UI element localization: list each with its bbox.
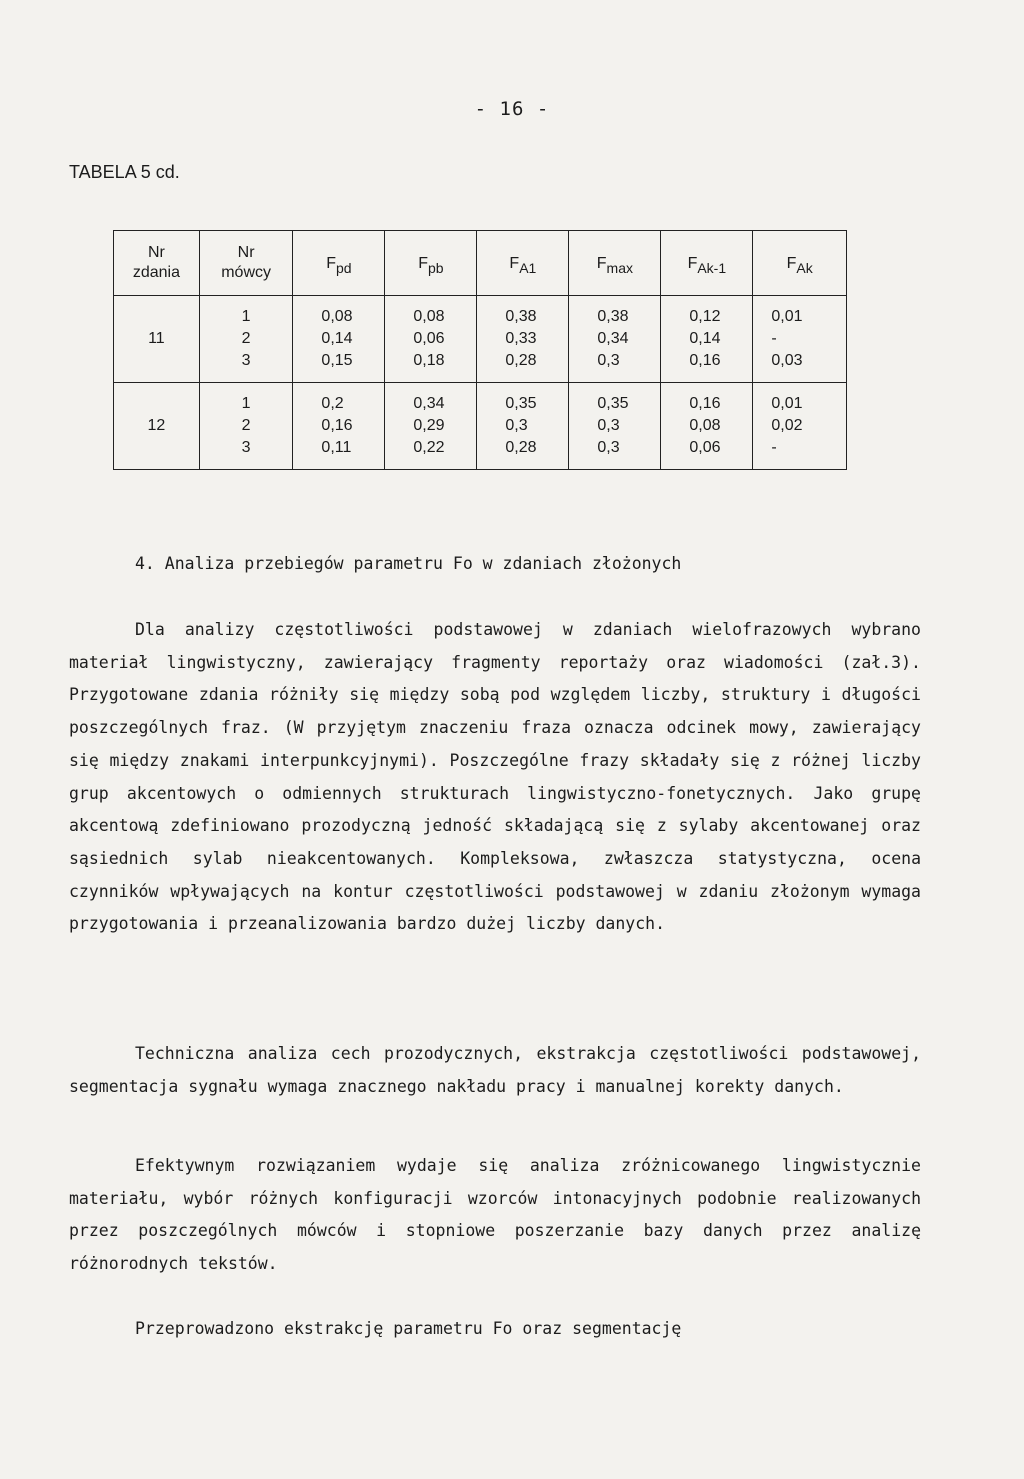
header-label-2: zdania	[132, 264, 180, 281]
cell-value: 0,3	[597, 417, 620, 434]
header-nr-mowcy	[199, 231, 293, 296]
cell-value: 0,16	[689, 395, 721, 412]
cell-value: 0,06	[413, 330, 445, 347]
cell-value: 0,11	[321, 439, 352, 456]
page-number: - 16 -	[474, 98, 550, 120]
cell-value: 0,22	[413, 439, 445, 456]
cell-value: 0,28	[505, 439, 537, 456]
cell-value: 0,28	[505, 352, 537, 369]
header-label: Nr	[237, 244, 255, 261]
paragraph-text: Efektywnym rozwiązaniem wydaje się analiza zróżnicowanego lingwistycznie materiału, wybór różnych konfiguracji wzorców intonacyjnych podobnie realizowanych przez poszczególnych mówców i stopniowe poszerzanie bazy danych przez analizę różnorodnych tekstów.	[69, 1156, 921, 1274]
header-label: F	[596, 254, 607, 272]
paragraph-text: Techniczna analiza cech prozodycznych, ekstrakcja częstotliwości podstawowej, segmentacja sygnału wymaga znacznego nakładu pracy i manualnej korekty danych.	[69, 1044, 921, 1096]
cell-value: 0,03	[771, 352, 803, 369]
cell-value: 0,12	[689, 308, 721, 325]
cell-value: -	[771, 330, 777, 347]
cell-value: 1	[241, 308, 251, 325]
header-nr-zdania	[114, 231, 200, 296]
cell-fpb	[385, 296, 477, 383]
body-paragraph	[69, 614, 921, 941]
header-subscript: A1	[519, 259, 537, 276]
cell-fa1	[477, 296, 569, 383]
header-fa1	[477, 231, 569, 296]
header-label-2: mówcy	[221, 264, 271, 281]
cell-mowcy	[199, 383, 293, 470]
header-label: F	[418, 254, 428, 272]
cell-value: 3	[241, 439, 251, 456]
data-table	[113, 230, 847, 470]
cell-value: 0,2	[321, 395, 344, 412]
header-label: F	[509, 254, 520, 272]
cell-value: 0,16	[321, 417, 353, 434]
table-row-group	[114, 296, 847, 383]
table-caption: TABELA 5 cd.	[69, 162, 180, 182]
header-fak1	[661, 231, 753, 296]
cell-value: 0,38	[597, 308, 629, 325]
cell-fmax	[569, 383, 661, 470]
cell-value: 2	[241, 417, 251, 434]
cell-value: 0,08	[321, 308, 353, 325]
table-row-group	[114, 383, 847, 470]
cell-value: 0,14	[321, 330, 353, 347]
cell-value: 0,08	[413, 308, 445, 325]
header-label: Nr	[147, 244, 165, 261]
cell-value: 0,35	[505, 395, 537, 412]
cell-fpb	[385, 383, 477, 470]
body-paragraph	[69, 1313, 921, 1346]
paragraph-text: Dla analizy częstotliwości podstawowej w zdaniach wielofrazowych wybrano materiał lingwistyczny, zawierający fragmenty reportaży oraz wiadomości (zał.3). Przygotowane zdania różniły się między sobą pod względem liczby, struktury i długości poszczególnych fraz. (W przyjętym znaczeniu fraza oznacza odcinek mowy, zawierający się między znakami interpunkcyjnymi). Poszczególne frazy składały się z różnej liczby grup akcentowych o odmiennych strukturach lingwistyczno-fonetycznych. Jako grupę akcentową zdefiniowano prozodyczną jedność składającą się z sylaby akcentowanej oraz sąsiednich sylab nieakcentowanych. Kompleksowa, zwłaszcza statystyczna, ocena czynników wpływających na kontur częstotliwości podstawowej w zdaniu złożonym wymaga przygotowania i przeanalizowania bardzo dużej liczby danych.	[69, 620, 921, 934]
cell-value: 0,29	[413, 417, 445, 434]
header-fak	[753, 231, 847, 296]
cell-value: -	[771, 439, 777, 456]
body-paragraph	[69, 1038, 921, 1103]
cell-value: 0,3	[597, 439, 620, 456]
header-fpb	[385, 231, 477, 296]
header-fmax	[569, 231, 661, 296]
cell-fpd	[293, 296, 385, 383]
header-subscript: pd	[336, 259, 352, 276]
cell-value: 0,34	[597, 330, 629, 347]
cell-value: 0,15	[321, 352, 353, 369]
cell-value: 0,14	[689, 330, 721, 347]
cell-fa1	[477, 383, 569, 470]
header-label: F	[326, 254, 337, 272]
header-subscript: max	[606, 259, 633, 276]
paragraph-text: Przeprowadzono ekstrakcję parametru Fo oraz segmentację	[135, 1319, 682, 1338]
cell-value: 0,18	[413, 352, 445, 369]
cell-value: 0,01	[771, 308, 803, 325]
cell-fak	[753, 296, 847, 383]
header-subscript: Ak	[796, 259, 813, 276]
cell-fpd	[293, 383, 385, 470]
cell-value: 0,16	[689, 352, 721, 369]
cell-value: 2	[241, 330, 251, 347]
cell-value: 0,3	[505, 417, 528, 434]
header-label: F	[687, 254, 698, 272]
cell-fak	[753, 383, 847, 470]
cell-zdanie: 11	[114, 296, 200, 383]
table-header-row	[114, 231, 847, 296]
header-label: F	[786, 254, 797, 272]
cell-value: 0,33	[505, 330, 537, 347]
header-subscript: Ak-1	[697, 259, 727, 276]
cell-value: 0,02	[771, 417, 803, 434]
cell-mowcy	[199, 296, 293, 383]
cell-fak1	[661, 383, 753, 470]
cell-value: 0,38	[505, 308, 537, 325]
cell-fmax	[569, 296, 661, 383]
body-paragraph	[69, 1150, 921, 1281]
cell-zdanie: 12	[114, 383, 200, 470]
cell-value: 0,3	[597, 352, 620, 369]
header-subscript: pb	[428, 259, 444, 276]
header-fpd	[293, 231, 385, 296]
cell-value: 0,01	[771, 395, 803, 412]
cell-value: 0,06	[689, 439, 721, 456]
section-title: 4. Analiza przebiegów parametru Fo w zdaniach złożonych	[135, 554, 682, 573]
cell-value: 0,34	[413, 395, 445, 412]
cell-fak1	[661, 296, 753, 383]
cell-value: 1	[241, 395, 251, 412]
cell-value: 3	[241, 352, 251, 369]
cell-value: 0,08	[689, 417, 721, 434]
cell-value: 0,35	[597, 395, 629, 412]
